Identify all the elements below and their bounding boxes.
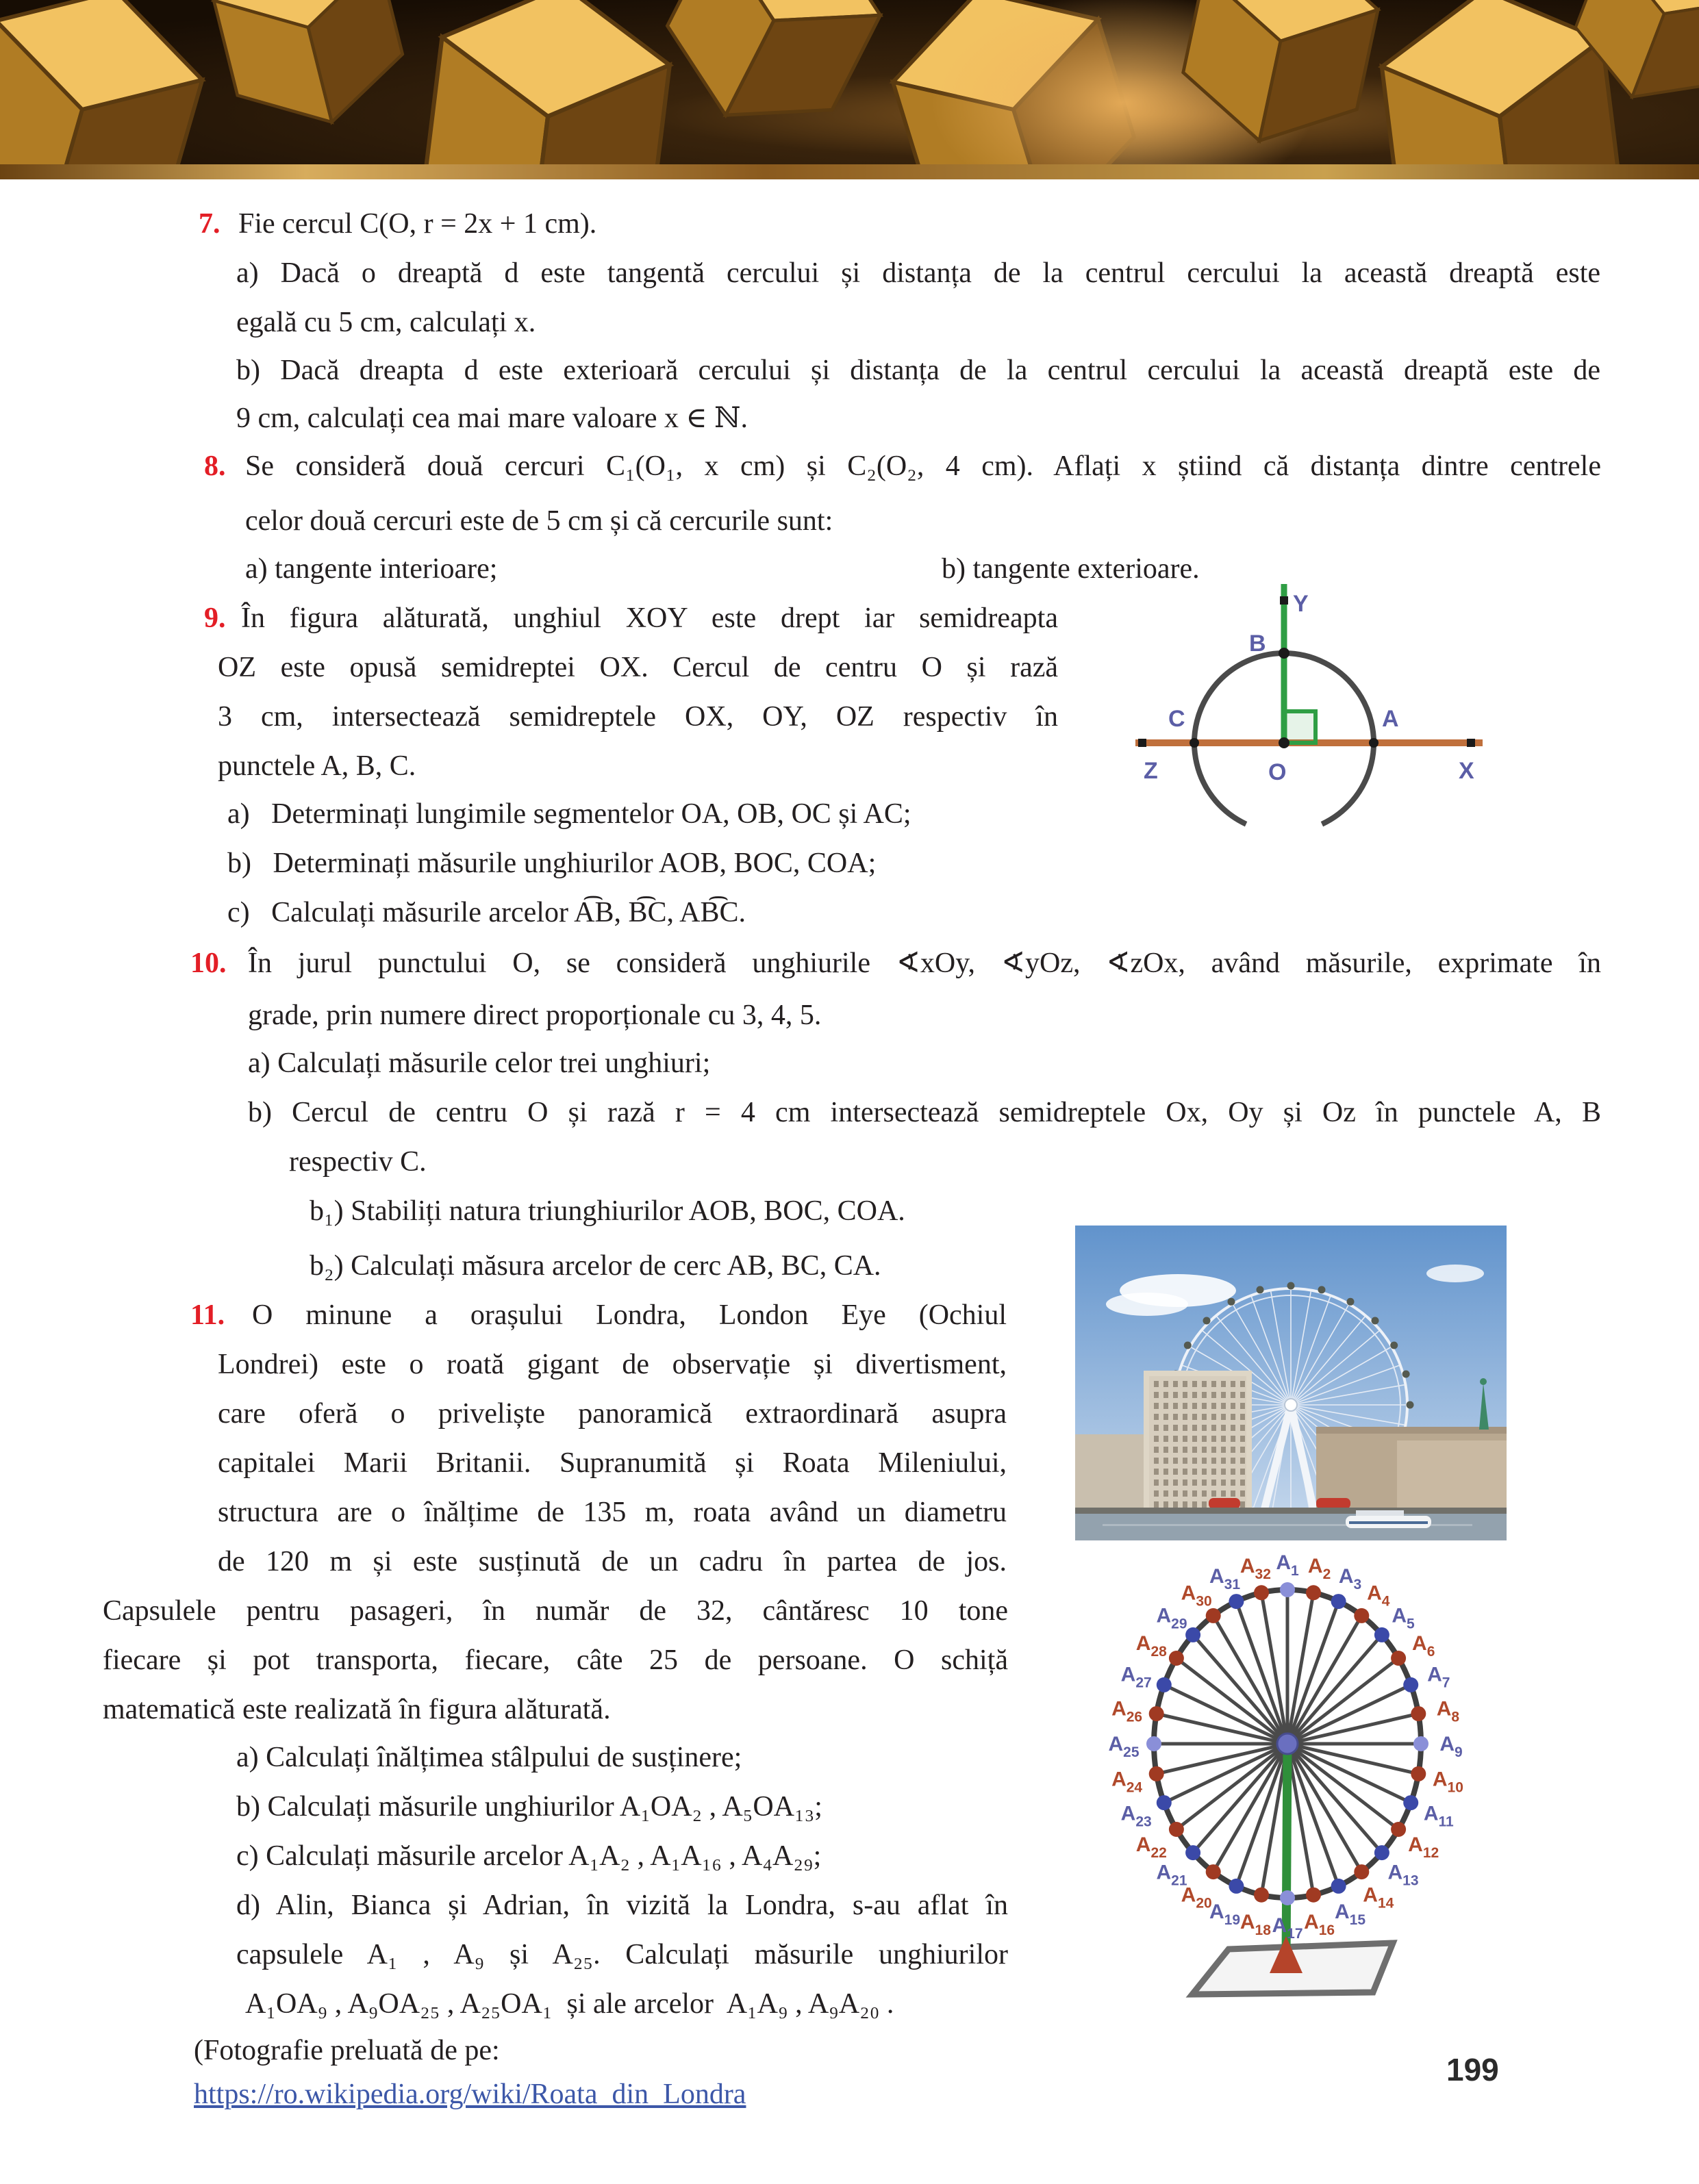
problem-11-item-b: b) Calculați măsurile unghiurilor A₁OA₂ , A₅OA₁₃; xyxy=(236,1791,822,1823)
photo-wheel-capsule xyxy=(1318,1286,1326,1293)
point-y-dot xyxy=(1280,596,1288,605)
capsule-label-A28: $A_{28}$ xyxy=(1135,1631,1167,1660)
capsule-label-A22: $A_{22}$ xyxy=(1135,1833,1167,1862)
building-right-facade xyxy=(1397,1440,1507,1509)
problem-7-b-line-1: b) Dacă dreapta d este exterioară cercului și distanța de la centrul cercului la această dreaptă este de xyxy=(236,355,1600,386)
capsule-dot-A19 xyxy=(1229,1879,1244,1894)
river xyxy=(1075,1514,1507,1540)
capsule-dot-A21 xyxy=(1185,1845,1200,1860)
london-eye-photo xyxy=(1075,1226,1507,1540)
cloud xyxy=(1106,1293,1188,1316)
capsule-label-A8: $A_8$ xyxy=(1436,1697,1460,1725)
capsule-dot-A30 xyxy=(1206,1608,1221,1623)
wikipedia-link[interactable]: https://ro.wikipedia.org/wiki/Roata_din_Londra xyxy=(194,2079,746,2110)
problem-9-line-1: În figura alăturată, unghiul XOY este drept iar semidreapta xyxy=(241,602,1058,634)
capsule-label-A3: $A_3$ xyxy=(1338,1565,1362,1593)
capsule-label-A32: $A_{32}$ xyxy=(1239,1555,1271,1583)
capsule-label-A13: $A_{13}$ xyxy=(1387,1861,1419,1889)
capsule-label-A26: $A_{26}$ xyxy=(1111,1697,1143,1725)
label-C: C xyxy=(1168,706,1185,732)
capsule-label-A15: $A_{15}$ xyxy=(1334,1900,1366,1928)
capsule-label-A14: $A_{14}$ xyxy=(1363,1883,1394,1912)
capsule-label-A10: $A_{10}$ xyxy=(1432,1768,1463,1796)
capsule-dot-A3 xyxy=(1331,1594,1346,1609)
problem-10-item-a: a) Calculați măsurile celor trei unghiuri; xyxy=(248,1047,711,1079)
photo-wheel-capsule xyxy=(1402,1371,1410,1378)
capsule-dot-A1 xyxy=(1280,1582,1295,1597)
capsule-dot-A24 xyxy=(1149,1766,1164,1781)
capsule-dot-A5 xyxy=(1374,1627,1389,1642)
red-capsule xyxy=(1209,1498,1240,1509)
problem-7-a-line-2: egală cu 5 cm, calculați x. xyxy=(236,307,536,338)
problem-11-line-4: capitalei Marii Britanii. Supranumită și Roata Mileniului, xyxy=(218,1447,1007,1479)
point-b-dot xyxy=(1279,648,1289,659)
problem-9-number: 9. xyxy=(204,602,226,634)
capsule-label-A17: $A_{17}$ xyxy=(1272,1914,1303,1942)
capsule-label-A12: $A_{12}$ xyxy=(1408,1833,1439,1862)
capsule-label-A20: $A_{20}$ xyxy=(1181,1883,1212,1912)
problem-11-line-6: de 120 m și este susținută de un cadru în partea de jos. xyxy=(218,1546,1007,1577)
problem-11-line-9: matematică este realizată în figura alăturată. xyxy=(103,1694,611,1725)
capsule-dot-A27 xyxy=(1157,1677,1172,1692)
capsule-dot-A26 xyxy=(1149,1706,1164,1721)
problem-11-item-d-line-1: d) Alin, Bianca și Adrian, în vizită la Londra, s-au aflat în xyxy=(236,1890,1008,1921)
photo-wheel-capsule xyxy=(1407,1401,1414,1409)
photo-wheel-capsule xyxy=(1390,1342,1398,1349)
building-right-cornice xyxy=(1316,1427,1507,1434)
boat-stripe xyxy=(1349,1521,1428,1524)
banner-gradient-bar xyxy=(0,164,1699,179)
capsule-label-A6: $A_6$ xyxy=(1412,1631,1435,1660)
capsule-dot-A29 xyxy=(1185,1627,1200,1642)
capsule-dot-A15 xyxy=(1331,1879,1346,1894)
point-c-dot xyxy=(1190,738,1199,748)
problem-9-item-b: b) Determinați măsurile unghiurilor AOB, BOC, COA; xyxy=(227,848,877,879)
problem-10-number: 10. xyxy=(190,948,227,979)
capsule-dot-A18 xyxy=(1254,1888,1269,1903)
wheel-spoke xyxy=(1287,1635,1382,1744)
capsule-dot-A2 xyxy=(1306,1585,1321,1600)
problem-11-item-c: c) Calculați măsurile arcelor A₁A₂ , A₁A₁₆ , A₄A₂₉; xyxy=(236,1840,822,1872)
capsule-label-A27: $A_{27}$ xyxy=(1120,1663,1152,1691)
capsule-dot-A20 xyxy=(1206,1864,1221,1879)
label-Z: Z xyxy=(1144,758,1158,784)
capsule-label-A16: $A_{16}$ xyxy=(1304,1910,1335,1938)
capsule-dot-A23 xyxy=(1157,1795,1172,1810)
capsule-label-A25: $A_{25}$ xyxy=(1108,1733,1140,1760)
capsule-dot-A12 xyxy=(1391,1822,1406,1837)
problem-9-item-a: a) Determinați lungimile segmentelor OA, OB, OC și AC; xyxy=(227,798,911,830)
figure-9-circle-diagram xyxy=(1116,558,1500,887)
problem-11-line-5: structura are o înălțime de 135 m, roata având un diametru xyxy=(218,1497,1007,1528)
problem-11-line-3: care oferă o priveliște panoramică extraordinară asupra xyxy=(218,1398,1007,1430)
problem-8-number: 8. xyxy=(204,450,226,482)
capsule-dot-A10 xyxy=(1411,1766,1426,1781)
label-Y: Y xyxy=(1293,591,1309,617)
capsule-label-A2: $A_2$ xyxy=(1307,1555,1331,1583)
problem-11-line-1: O minune a orașului Londra, London Eye (Ochiul xyxy=(252,1299,1007,1331)
capsule-dot-A4 xyxy=(1354,1608,1369,1623)
photo-credit-text: (Fotografie preluată de pe: xyxy=(194,2035,500,2066)
problem-11-item-d-line-2: capsulele A₁ , A₉ și A₂₅. Calculați măsurile unghiurilor xyxy=(236,1939,1008,1970)
capsule-label-A21: $A_{21}$ xyxy=(1156,1861,1187,1889)
capsule-dot-A17 xyxy=(1280,1890,1295,1905)
capsule-dot-A8 xyxy=(1411,1706,1426,1721)
right-angle-marker xyxy=(1284,711,1316,743)
problem-7-a-line-1: a) Dacă o dreaptă d este tangentă cercului și distanța de la centrul cercului la această dreaptă este xyxy=(236,257,1600,289)
problem-11-line-2: Londrei) este o roată gigant de observație și divertisment, xyxy=(218,1349,1007,1380)
capsule-dot-A32 xyxy=(1254,1585,1269,1600)
wheel-spoke xyxy=(1287,1744,1382,1853)
problem-11-item-a: a) Calculați înălțimea stâlpului de susținere; xyxy=(236,1742,742,1773)
spire-dome xyxy=(1480,1378,1487,1385)
wheel-spoke xyxy=(1193,1744,1287,1853)
capsule-dot-A25 xyxy=(1146,1736,1161,1751)
problem-8-item-b: b) tangente exterioare. xyxy=(942,553,1200,585)
label-B: B xyxy=(1249,631,1266,657)
photo-wheel-capsule xyxy=(1372,1317,1379,1325)
capsule-label-A19: $A_{19}$ xyxy=(1209,1900,1241,1928)
problem-10-item-b-cont: respectiv C. xyxy=(289,1146,427,1178)
problem-9-line-2: OZ este opusă semidreptei OX. Cercul de centru O și rază xyxy=(218,652,1058,683)
problem-8-line-2: celor două cercuri este de 5 cm și că cercurile sunt: xyxy=(245,505,833,537)
capsule-dot-A11 xyxy=(1403,1795,1418,1810)
wheel-spoke xyxy=(1193,1635,1287,1744)
problem-11-line-8: fiecare și pot transporta, fiecare, câte 25 de persoane. O schiță xyxy=(103,1645,1008,1676)
red-capsule xyxy=(1316,1498,1350,1509)
page-number: 199 xyxy=(1446,2052,1499,2087)
capsule-label-A30: $A_{30}$ xyxy=(1181,1582,1212,1610)
wheel-hub xyxy=(1285,1399,1297,1411)
problem-7-intro: Fie cercul C(O, r = 2x + 1 cm). xyxy=(238,208,597,240)
capsule-dot-A7 xyxy=(1403,1677,1418,1692)
point-o-dot xyxy=(1279,737,1289,748)
point-x-dot xyxy=(1467,739,1475,747)
capsule-label-A29: $A_{29}$ xyxy=(1156,1604,1187,1632)
photo-wheel-capsule xyxy=(1347,1298,1355,1306)
capsule-label-A1: $A_1$ xyxy=(1276,1551,1299,1579)
problem-11-line-7: Capsulele pentru pasageri, în număr de 32, cântăresc 10 tone xyxy=(103,1595,1008,1627)
photo-wheel-capsule xyxy=(1228,1298,1235,1306)
point-a-dot xyxy=(1369,738,1379,748)
capsule-label-A9: $A_9$ xyxy=(1439,1733,1463,1760)
label-O: O xyxy=(1268,759,1287,785)
problem-7-b-line-2: 9 cm, calculați cea mai mare valoare x ∈ ℕ. xyxy=(236,403,748,434)
capsule-dot-A16 xyxy=(1306,1888,1321,1903)
capsule-dot-A31 xyxy=(1229,1594,1244,1609)
problem-9-item-c: c) Calculați măsurile arcelor A͡B, B͡C, AB͡C. xyxy=(227,897,746,928)
capsule-label-A23: $A_{23}$ xyxy=(1120,1802,1152,1830)
problem-10-line-1: În jurul punctului O, se consideră unghiurile ∢xOy, ∢yOz, ∢zOx, având măsurile, exprimate în xyxy=(248,948,1601,979)
header-banner xyxy=(0,0,1699,164)
problem-9-line-3: 3 cm, intersectează semidreptele OX, OY, OZ respectiv în xyxy=(218,701,1058,733)
problem-10-item-b1: b₁) Stabiliți natura triunghiurilor AOB, BOC, COA. xyxy=(310,1195,905,1227)
photo-wheel-capsule xyxy=(1203,1317,1211,1325)
problem-10-item-b: b) Cercul de centru O și rază r = 4 cm intersectează semidreptele Ox, Oy și Oz în punctele A, B xyxy=(248,1097,1601,1128)
point-z-dot xyxy=(1138,739,1146,747)
photo-wheel-capsule xyxy=(1287,1282,1295,1290)
capsule-dot-A6 xyxy=(1391,1651,1406,1666)
problem-10-line-2: grade, prin numere direct proporționale cu 3, 4, 5. xyxy=(248,1000,822,1031)
capsule-label-A7: $A_7$ xyxy=(1427,1663,1450,1691)
problem-11-item-d-line-3: A₁OA₉ , A₉OA₂₅ , A₂₅OA₁ și ale arcelor A₁A₉ , A₉A₂₀ . xyxy=(245,1988,894,2020)
label-X: X xyxy=(1459,758,1474,784)
capsule-dot-A13 xyxy=(1374,1845,1389,1860)
problem-9-line-4: punctele A, B, C. xyxy=(218,750,416,782)
problem-7-number: 7. xyxy=(199,208,221,240)
capsule-label-A5: $A_5$ xyxy=(1392,1604,1415,1632)
problem-11-number: 11. xyxy=(190,1299,225,1331)
capsule-dot-A9 xyxy=(1413,1736,1429,1751)
capsule-label-A11: $A_{11}$ xyxy=(1423,1802,1454,1830)
problem-8-item-a: a) tangente interioare; xyxy=(245,553,498,585)
cloud xyxy=(1426,1265,1484,1282)
photo-wheel-capsule xyxy=(1257,1286,1264,1293)
capsule-label-A18: $A_{18}$ xyxy=(1239,1910,1271,1938)
building-tower-windows xyxy=(1149,1376,1246,1516)
capsule-dot-A28 xyxy=(1169,1651,1184,1666)
photo-wheel-capsule xyxy=(1184,1342,1192,1349)
wheel-diagram xyxy=(1081,1549,1560,2028)
problem-8-line-1: Se consideră două cercuri C₁(O₁, x cm) și C₂(O₂, 4 cm). Aflați x știind că distanța dintre centrele xyxy=(245,450,1601,482)
capsule-label-A24: $A_{24}$ xyxy=(1111,1768,1143,1796)
label-A: A xyxy=(1382,706,1399,732)
capsule-dot-A22 xyxy=(1169,1822,1184,1837)
capsule-label-A31: $A_{31}$ xyxy=(1209,1565,1241,1593)
problem-10-item-b2: b₂) Calculați măsura arcelor de cerc AB, BC, CA. xyxy=(310,1250,881,1282)
wheel-center-dot xyxy=(1277,1734,1298,1754)
capsule-label-A4: $A_4$ xyxy=(1367,1582,1390,1610)
capsule-dot-A14 xyxy=(1354,1864,1369,1879)
embankment xyxy=(1075,1508,1507,1514)
